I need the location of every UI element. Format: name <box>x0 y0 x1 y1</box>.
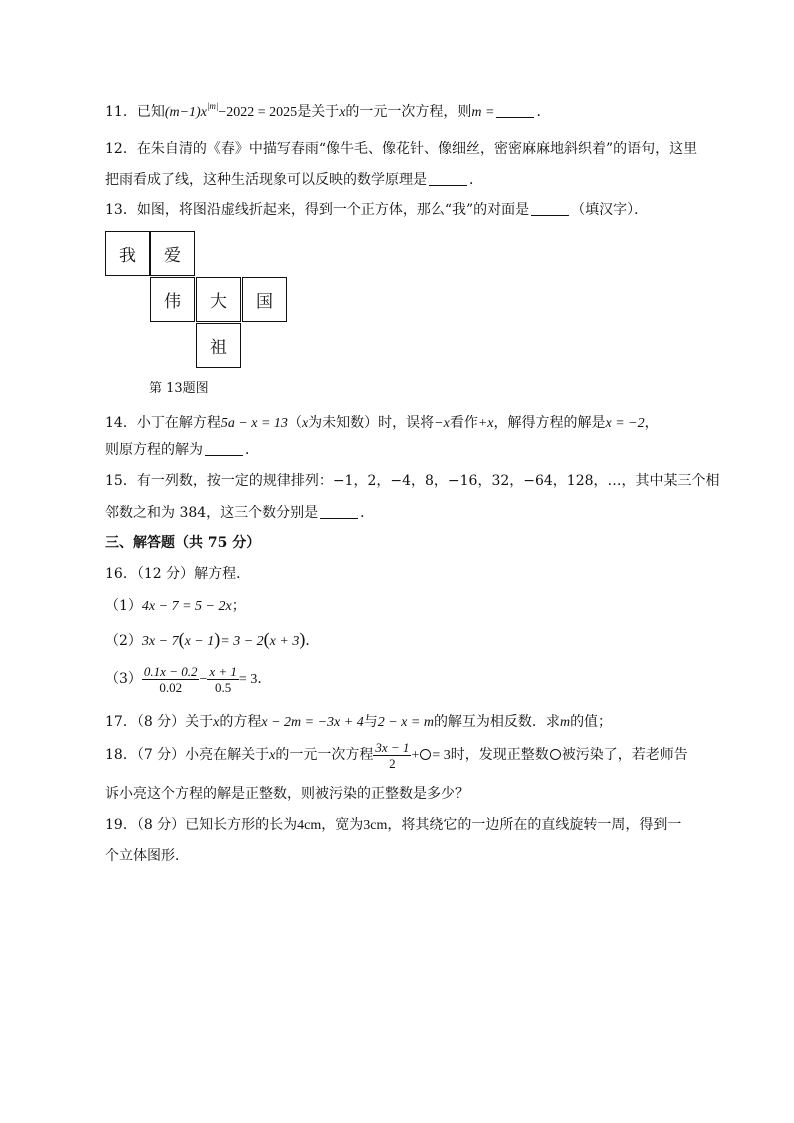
answer-blank-11 <box>496 103 534 118</box>
net-cell-wei: 伟 <box>150 277 195 322</box>
figure-caption: 第 13题图 <box>149 381 209 396</box>
question-11: 11．已知$(m-1)x^{|m|}-2022 = 2025$是关于x的一元一次方程，则m = ． <box>105 101 551 120</box>
answer-blank-12 <box>429 171 467 186</box>
fraction-1: $\frac{0.1x - 0.2}{0.02}$ <box>143 663 198 695</box>
question-16-title: 16．（12 分）解方程． <box>105 566 251 582</box>
answer-blank-15 <box>320 504 358 519</box>
question-18-line-2: 诉小亮这个方程的解是正整数，则被污染的正整数是多少？ <box>105 786 469 802</box>
q11-exponent: |m| <box>206 101 219 111</box>
smudged-number-icon <box>550 749 561 760</box>
question-13: 13．如图，将图沿虚线折起来，得到一个正方体，那么“我”的对面是 （填汉字）． <box>105 202 649 218</box>
net-cell-guo: 国 <box>242 277 287 322</box>
fraction-q18: $\frac{3x - 1}{2}$ <box>375 739 410 771</box>
question-16-part-1: （1）4x − 7 = 5 − 2x； <box>105 598 246 614</box>
question-19-line-2: 个立体图形． <box>105 848 189 864</box>
question-14-line-1: 14．小丁在解方程5a − x = 13（x为未知数）时，误将−x看作+x，解得方程的解是x = −2， <box>105 415 659 431</box>
question-15-line-1: 15．有一列数，按一定的规律排列：−1，2，−4，8，−16，32，−64，128，…，其中某三个相 <box>105 473 720 489</box>
smudged-number-icon <box>420 749 431 760</box>
question-16-part-3: （3） $\frac{0.1x - 0.2}{0.02}$ − $\frac{x + 1}{0.5}$ = 3． <box>105 663 272 695</box>
answer-blank-14 <box>205 441 243 456</box>
question-14-line-2: 则原方程的解为 ． <box>105 442 259 458</box>
question-16-part-2: （2）3x − 7(x − 1)= 3 − 2(x + 3)． <box>105 629 320 649</box>
answer-blank-13 <box>531 201 569 216</box>
net-cell-ai: 爱 <box>150 231 195 276</box>
section-heading: 三、解答题（共 75 分） <box>105 535 261 551</box>
net-cell-zu: 祖 <box>196 323 241 368</box>
question-12-line-1: 12．在朱自清的《春》中描写春雨“像牛毛、像花针、像细丝，密密麻麻地斜织着”的语句，这里 <box>105 141 698 157</box>
fraction-2: $\frac{x + 1}{0.5}$ <box>209 663 237 695</box>
net-cell-wo: 我 <box>105 231 150 276</box>
cube-net-figure <box>105 231 290 369</box>
net-cell-da: 大 <box>196 277 241 322</box>
question-12-line-2: 把雨看成了线，这种生活现象可以反映的数学原理是 ． <box>105 172 483 188</box>
question-19-line-1: 19．（8 分）已知长方形的长为4cm，宽为3cm，将其绕它的一边所在的直线旋转一周，得到一 <box>105 817 682 833</box>
question-18-line-1: 18．（7 分）小亮在解关于x的一元一次方程 $\frac{3x - 1}{2}$ + = 3时，发现正整数 被污染了，若老师告 <box>105 739 688 771</box>
question-15-line-2: 邻数之和为 384，这三个数分别是 ． <box>105 505 375 521</box>
q11-coefficient: (m−1) <box>164 105 201 120</box>
question-17: 17．（8 分）关于x的方程x − 2m = −3x + 4与2 − x = m的解互为相反数．求m的值； <box>105 714 613 730</box>
